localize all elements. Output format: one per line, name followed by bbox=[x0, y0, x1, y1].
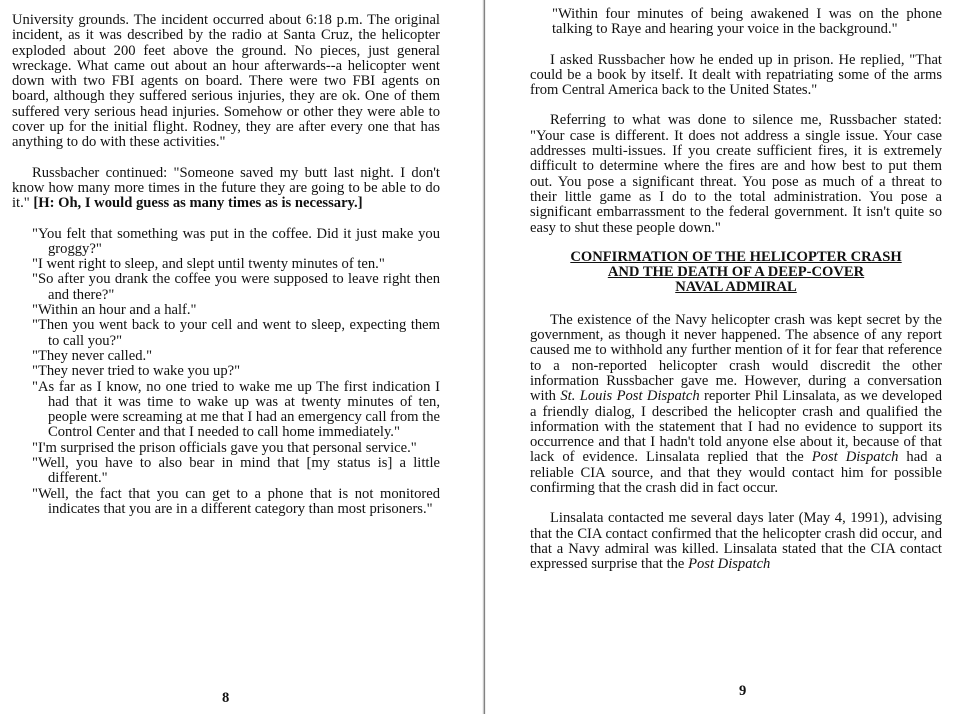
right-paragraph-2: Referring to what was done to silence me, Russbacher stated: "Your case is different. It does not address a single issue. Your case addresses multi-issues. If you create sufficient fires, it is extremely difficult to determine where the fires are and how best to put them out. You pose a significant threat. You pose as much of a threat to their little game as I do to the total administration. You pose a significant embarrassment to the federal government. It isn't quite so easy to shut these people down." bbox=[530, 112, 942, 236]
paragraph-text: The existence of the Navy helicopter crash was kept secret by the government, as though it never happened. The absence of any report caused me to withhold any further mention of it for fear that reference to a non-reported helicopter crash would discredit the other information Russbacher gave me. However, during a conversation with bbox=[530, 311, 942, 405]
left-page-text bbox=[12, 13, 440, 517]
quote-block: "Within four minutes of being awakened I was on the phone talking to Raye and hearing your voice in the background." bbox=[552, 6, 942, 38]
page-number-right: 9 bbox=[739, 683, 747, 699]
dialogue-line: "Well, you have to also bear in mind that [my status is] a little different." bbox=[32, 455, 440, 487]
right-paragraph-3 bbox=[530, 313, 942, 497]
heading-line: AND THE DEATH OF A DEEP-COVER bbox=[607, 264, 865, 281]
dialogue-line: "Well, the fact that you can get to a phone that is not monitored indicates that you are in a different category than most prisoners." bbox=[32, 485, 440, 517]
dialogue-line: "I'm surprised the prison officials gave you that personal service." bbox=[32, 439, 417, 456]
dialogue-line: "As far as I know, no one tried to wake me up The first indication I had that it was time to wake up was at twenty minutes of ten, people were screaming at me that I had an emergency call from the Control Center and that I needed to call home immediately." bbox=[32, 378, 440, 441]
paragraph-text: Linsalata contacted me several days later (May 4, 1991), advising that the CIA contact confirmed that the helicopter crash did occur, and that a Navy admiral was killed. Linsalata stated that the CIA contact expressed surprise that the bbox=[530, 510, 942, 573]
dialogue-line: "Within an hour and a half." bbox=[32, 302, 197, 319]
heading-line: CONFIRMATION OF THE HELICOPTER CRASH bbox=[570, 248, 902, 265]
publication-name: Post Dispatch bbox=[811, 449, 899, 466]
dialogue-line: "They never called." bbox=[32, 347, 153, 364]
editor-note: [H: Oh, I would guess as many times as is necessary.] bbox=[33, 195, 363, 212]
page-number-left: 8 bbox=[222, 690, 230, 706]
heading-line: NAVAL ADMIRAL bbox=[675, 279, 797, 296]
dialogue-line: "Then you went back to your cell and went to sleep, expecting them to call you?" bbox=[32, 317, 440, 349]
paragraph-text: reporter Phil Linsalata, as we developed a friendly dialog, I described the helicopter crash and qualified the information with the statement that I had no evidence to support its occurrence and that I hadn't told anyone else about it, because of that lack of evidence. Linsalata replied that the bbox=[530, 388, 942, 466]
right-paragraph-4 bbox=[530, 511, 942, 572]
dialogue-block bbox=[12, 227, 440, 518]
publication-name: Post Dispatch bbox=[688, 556, 771, 573]
left-paragraph-2 bbox=[12, 166, 440, 212]
dialogue-line: "You felt that something was put in the coffee. Did it just make you groggy?" bbox=[32, 225, 440, 257]
right-page bbox=[486, 0, 974, 714]
section-heading bbox=[530, 250, 942, 296]
left-paragraph-1: University grounds. The incident occurred about 6:18 p.m. The original incident, as it was described by the radio at Santa Cruz, the helicopter exploded about 200 feet above the ground. No pieces, just general wreckage. What came out about an hour afterwards--a helicopter went down with two FBI agents on board. There were two FBI agents on board, although they suffered serious injuries, they are ok. One of them suffered very serious head injuries. Somehow or other they were able to cover up for the initial flight. Rodney, they are after every one that has anything to do with these activities." bbox=[12, 12, 440, 151]
dialogue-line: "They never tried to wake you up?" bbox=[32, 363, 241, 380]
paragraph-text: had a reliable CIA source, and that they would contact him for possible confirming that the crash did in fact occur. bbox=[530, 449, 942, 497]
publication-name: St. Louis Post Dispatch bbox=[560, 388, 700, 405]
left-page bbox=[0, 0, 482, 714]
right-paragraph-1: I asked Russbacher how he ended up in prison. He replied, "That could be a book by itself. It dealt with repatriating some of the arms from Central America back to the United States." bbox=[530, 51, 942, 99]
dialogue-line: "So after you drank the coffee you were supposed to leave right then and there?" bbox=[32, 271, 440, 303]
left-paragraph-2-text: Russbacher continued: "Someone saved my butt last night. I don't know how many more times in the future they are going to be able to do it." bbox=[12, 164, 440, 212]
right-page-text bbox=[530, 7, 942, 573]
dialogue-line: "I went right to sleep, and slept until twenty minutes of ten." bbox=[32, 256, 385, 273]
